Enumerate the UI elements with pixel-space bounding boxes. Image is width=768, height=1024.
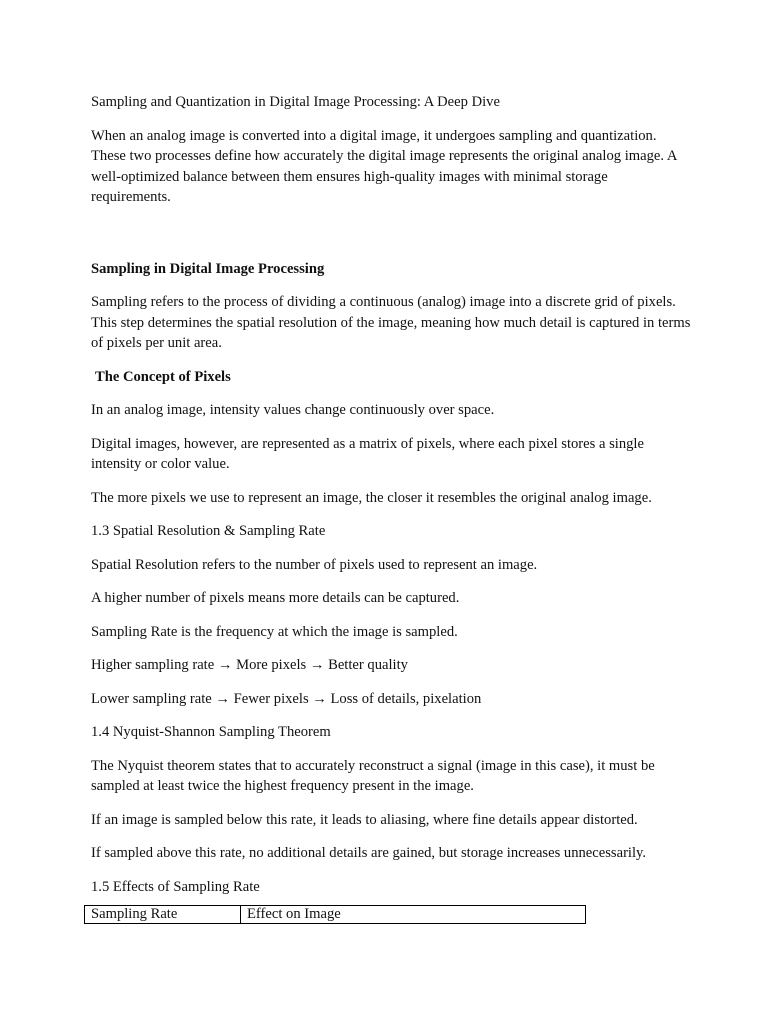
document-title: Sampling and Quantization in Digital Image Processing: A Deep Dive <box>91 94 500 110</box>
concept-paragraph-2: Digital images, however, are represented as a matrix of pixels, where each pixel stores a single intensity or color value. <box>91 435 644 472</box>
nyquist-paragraph-3: If sampled above this rate, no additional details are gained, but storage increases unnecessarily. <box>91 845 647 861</box>
nyquist-paragraph-2: If an image is sampled below this rate, it leads to aliasing, where fine details appear distorted. <box>91 811 638 828</box>
document-body <box>91 92 691 910</box>
spatial-paragraph-2: A higher number of pixels means more details can be captured. <box>91 590 460 606</box>
spacer <box>91 221 691 259</box>
intro-paragraph: When an analog image is converted into a digital image, it undergoes sampling and quantization. These two processes define how accurately the digital image represents the original analog image. A well-optimized balance between them ensures high-quality images with minimal storage requirements. <box>91 127 677 205</box>
spatial-paragraph-1: Spatial Resolution refers to the number of pixels used to represent an image. <box>91 556 538 573</box>
nyquist-heading: 1.4 Nyquist-Shannon Sampling Theorem <box>91 724 331 740</box>
concept-paragraph-1: In an analog image, intensity values change continuously over space. <box>91 402 495 418</box>
table-header-cell: Sampling Rate <box>85 906 241 924</box>
section-heading: Sampling in Digital Image Processing <box>91 260 325 277</box>
concept-paragraph-3: The more pixels we use to represent an image, the closer it resembles the original analog image. <box>91 489 652 506</box>
effects-heading: 1.5 Effects of Sampling Rate <box>91 878 260 895</box>
table-header-row <box>85 906 586 924</box>
table-header-cell: Effect on Image <box>241 906 586 924</box>
spatial-paragraph-5: Lower sampling rate → Fewer pixels → Loss of details, pixelation <box>91 690 482 707</box>
nyquist-paragraph-1: The Nyquist theorem states that to accurately reconstruct a signal (image in this case), it must be sampled at least twice the highest frequency present in the image. <box>91 757 655 794</box>
section-intro-paragraph: Sampling refers to the process of dividing a continuous (analog) image into a discrete grid of pixels. This step determines the spatial resolution of the image, meaning how much detail is captured in terms of pixels per unit area. <box>91 294 691 351</box>
spatial-heading: 1.3 Spatial Resolution & Sampling Rate <box>91 523 326 539</box>
spatial-paragraph-3: Sampling Rate is the frequency at which the image is sampled. <box>91 623 458 640</box>
concept-heading: The Concept of Pixels <box>95 368 231 385</box>
effects-table <box>84 905 586 924</box>
spatial-paragraph-4: Higher sampling rate → More pixels → Better quality <box>91 657 408 673</box>
